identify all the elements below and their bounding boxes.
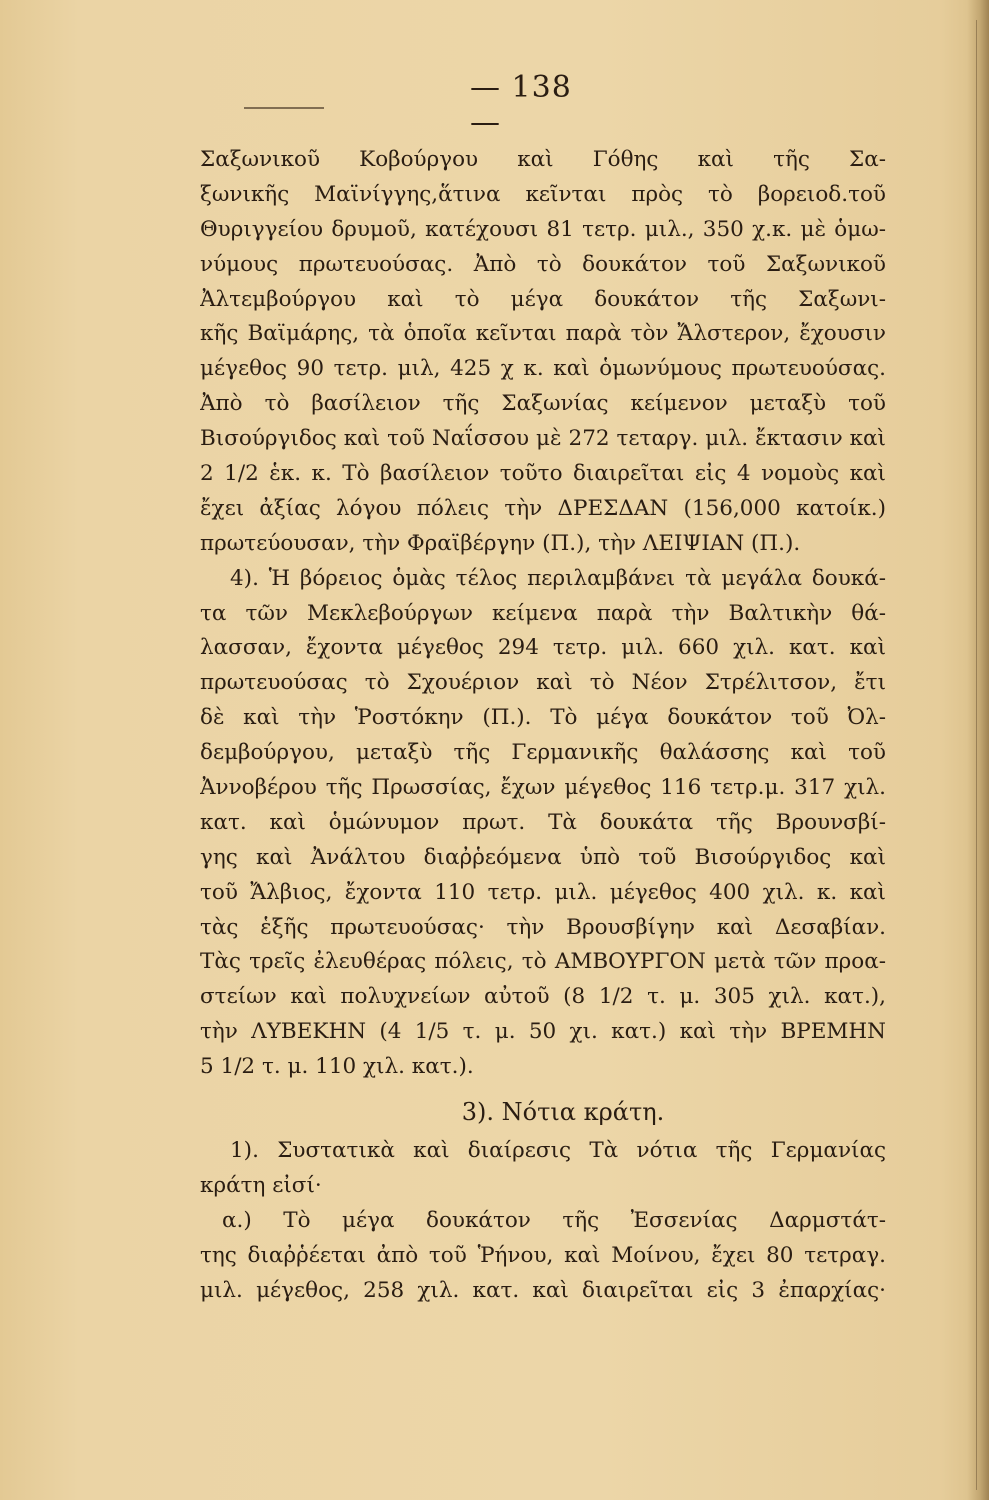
text-line: πρωτευούσας τὸ Σχουέριον καὶ τὸ Νέον Στρέλιτσον, ἔτι xyxy=(200,670,886,696)
text-line: στείων καὶ πολυχνείων αὐτοῦ (8 1/2 τ. μ. 305 χιλ. κατ.), xyxy=(200,984,886,1010)
paragraph-start-line: 4). Ἡ βόρειος ὁμὰς τέλος περιλαμβάνει τὰ μεγάλα δουκά- xyxy=(230,565,886,591)
header-rule xyxy=(244,107,324,109)
text-line: Σαξωνικοῦ Κοβούργου καὶ Γόθης καὶ τῆς Σα- xyxy=(200,147,886,172)
text-line: τὴν ΛΥΒΕΚΗΝ (4 1/5 τ. μ. 50 χι. κατ.) καὶ τὴν ΒΡΕΜΗΝ xyxy=(200,1019,886,1045)
text-line: Ἀννοβέρου τῆς Πρωσσίας, ἔχων μέγεθος 116 τετρ.μ. 317 χιλ. xyxy=(200,775,886,801)
text-line: Βισούργιδος καὶ τοῦ Ναΐσσου μὲ 272 τεταργ. μιλ. ἔκτασιν καὶ xyxy=(200,426,886,452)
text-line: τὰς ἑξῆς πρωτευούσας· τὴν Βρουσβίγην καὶ Δεσαβίαν. xyxy=(200,914,886,940)
text-line: γης καὶ Ἀνάλτου διαῤῥεόμενα ὑπὸ τοῦ Βισούργιδος καὶ xyxy=(200,844,886,870)
text-line: Ἀλτεμβούργου καὶ τὸ μέγα δουκάτον τῆς Σαξωνι- xyxy=(200,286,886,312)
text-line: νύμους πρωτευούσας. Ἀπὸ τὸ δουκάτον τοῦ Σαξωνικοῦ xyxy=(200,251,886,277)
body-text xyxy=(200,143,886,1308)
text-line: της διαῤῥέεται ἀπὸ τοῦ Ῥήνου, καὶ Μοίνου, ἔχει 80 τετραγ. xyxy=(200,1242,886,1268)
text-line: τοῦ Ἄλβιος, ἔχοντα 110 τετρ. μιλ. μέγεθος 400 χιλ. κ. καὶ xyxy=(200,879,886,905)
text-line: μιλ. μέγεθος, 258 χιλ. κατ. καὶ διαιρεῖται εἰς 3 ἐπαρχίας· xyxy=(200,1277,886,1303)
text-line: ξωνικῆς Μαϊνίγγης,ἅτινα κεῖνται πρὸς τὸ βορειοδ.τοῦ xyxy=(200,181,886,207)
section-heading: 3). Νότια κράτη. xyxy=(461,1098,665,1127)
text-line: κράτη εἰσί· xyxy=(200,1172,322,1198)
text-line: λασσαν, ἔχοντα μέγεθος 294 τετρ. μιλ. 660 χιλ. κατ. καὶ xyxy=(200,635,886,661)
page-edge-shadow xyxy=(967,0,989,1500)
paragraph-start-line: 1). Συστατικὰ καὶ διαίρεσις Τὰ νότια τῆς Γερμανίας xyxy=(230,1137,886,1163)
subparagraph-start-line: α.) Τὸ μέγα δουκάτον τῆς Ἐσσενίας Δαρμστάτ- xyxy=(222,1207,886,1233)
text-line: κῆς Βαϊμάρης, τὰ ὁποῖα κεῖνται παρὰ τὸν Ἄλστερον, ἔχουσιν xyxy=(200,321,886,347)
text-line: δὲ καὶ τὴν Ῥοστόκην (Π.). Τὸ μέγα δουκάτον τοῦ Ὀλ- xyxy=(200,705,886,731)
text-line: μέγεθος 90 τετρ. μιλ, 425 χ κ. καὶ ὁμωνύμους πρωτευούσας. xyxy=(200,356,886,382)
text-line: 2 1/2 ἑκ. κ. Τὸ βασίλειον τοῦτο διαιρεῖται εἰς 4 νομοὺς καὶ xyxy=(200,461,886,487)
text-line: Τὰς τρεῖς ἐλευθέρας πόλεις, τὸ ΑΜΒΟΥΡΓΟΝ μετὰ τῶν προα- xyxy=(200,949,886,975)
text-line: δεμβούργου, μεταξὺ τῆς Γερμανικῆς θαλάσσης καὶ τοῦ xyxy=(200,740,886,766)
text-line: κατ. καὶ ὁμώνυμον πρωτ. Τὰ δουκάτα τῆς Βρουνσβί- xyxy=(200,809,886,835)
text-line: τα τῶν Μεκλεβούργων κείμενα παρὰ τὴν Βαλτικὴν θά- xyxy=(200,600,886,626)
text-line: Ἀπὸ τὸ βασίλειον τῆς Σαξωνίας κείμενον μεταξὺ τοῦ xyxy=(200,391,886,417)
page-edge-line xyxy=(976,20,977,1490)
text-line: πρωτεύουσαν, τὴν Φραϊβέργην (Π.), τὴν ΛΕΙΨΙΑΝ (Π.). xyxy=(200,530,801,556)
page-number: — 138 — xyxy=(470,70,572,140)
text-line: ἔχει ἀξίας λόγου πόλεις τὴν ΔΡΕΣΔΑΝ (156,000 κατοίκ.) xyxy=(200,495,886,521)
text-line: 5 1/2 τ. μ. 110 χιλ. κατ.). xyxy=(200,1054,474,1080)
text-line: Θυριγγείου δρυμοῦ, κατέχουσι 81 τετρ. μιλ., 350 χ.κ. μὲ ὁμω- xyxy=(200,216,886,242)
